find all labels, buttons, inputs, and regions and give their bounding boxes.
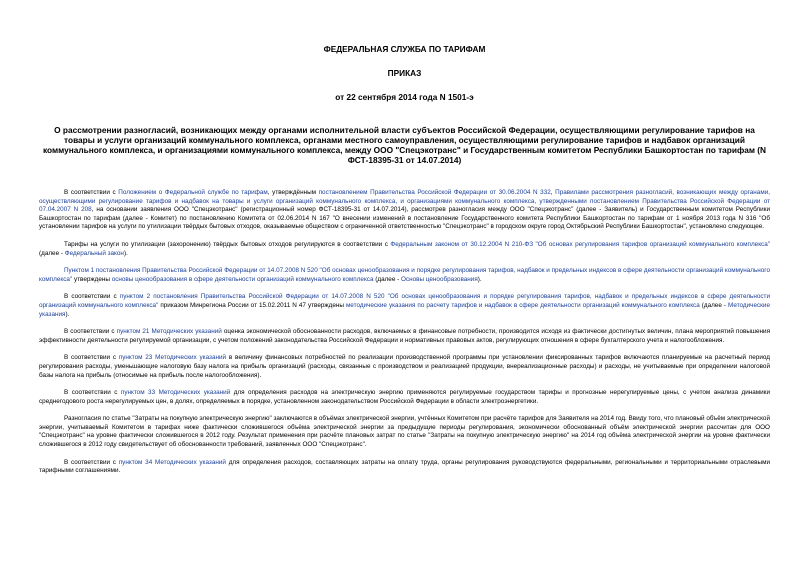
paragraph: [39, 389, 770, 406]
paragraph-text: В соответствии с: [64, 389, 121, 397]
document-link[interactable]: пунктом 34 Методических указаний: [118, 458, 226, 466]
paragraph-text: (далее -: [39, 249, 65, 257]
paragraph: [39, 241, 770, 258]
paragraph-text: ).: [65, 310, 70, 318]
paragraph-text: (далее -: [699, 301, 729, 309]
paragraph-text: в величину финансовых потребностей по реализации производственной программы при установлении фиксированных тарифов включаются планируемые на расчетный период регулирования расходы, уменьшающие налоговую базу налога на прибыль организаций (расходы, связанные с производством и реализацией продукции, внереализационные расходы) и расходы, не учитываемые при определении налоговой базы налога на прибыль (относимые на прибыль после налогообложения).: [39, 354, 770, 379]
document-link[interactable]: Положением о Федеральной службе по тарифам: [118, 189, 268, 196]
document-title: О рассмотрении разногласий, возникающих между органами исполнительной власти субъектов Российской Федерации, осуществляющими регулирование тарифов на товары и услуги организаций коммунального комплекса, органами местного самоуправления, осуществляющими регулирование тарифов и надбавок организаций коммунального комплекса, и организациями коммунального комплекса, между ООО "Спецэкотранс" и Государственным комитетом Республики Башкортостан по тарифам (N ФСТ-18395-31 от 14.07.2014): [42, 125, 767, 165]
document-link[interactable]: пунктом 2 постановления Правительства Российской Федерации от 14.07.2008 N 520 "Об основах ценообразования и порядке регулирования тарифов, надбавок и предельных индексов в сфере деятельности организаций коммунального комплекса": [39, 293, 770, 309]
document-link[interactable]: пунктом 21 Методических указаний: [116, 328, 222, 336]
paragraph-text: Разногласия по статье "Затраты на покупную электрическую энергию" заключаются в объёмах электрической энергии, учтённых Комитетом при расчёте тарифов для Заявителя на 2014 год. Ввиду того, что плановый объём электрической энергии, учитываемый Комитетом в тарифах ниже фактически сложившегося объёма электрической энергии за предыдущие периоды регулирования, экономически обоснованный объём электрической энергии рассчитан для ООО "Спецэкотранс" на уровне фактически сложившегося в 2012 году. Результат применения при расчёте плановых затрат по статье "Затраты на покупную электрическую энергию" на 2014 год объёма электрической энергии на уровне фактически сложившегося в 2012 году свидетельствует об обоснованности требований, заявленных ООО "Спецэкотранс".: [39, 415, 770, 449]
paragraph-text: оценка экономической обоснованности расходов, включаемых в финансовые потребности, производится исходя из фактически достигнутых величин, плана мероприятий повышения эффективности деятельности регулируемой организации, с учетом положений законодательства Российской Федерации и нормативных правовых актов, регулирующих отношения в сфере бухгалтерского учета и налогообложения.: [39, 328, 771, 344]
document-link[interactable]: Правилами рассмотрения разногласий, возникающих между органами, осуществляющими регулирование тарифов и надбавок на товары и услуги организаций коммунального комплекса, и организациями коммунального комплекса: [39, 189, 770, 205]
paragraph-text: ).: [123, 249, 128, 257]
paragraph: [39, 267, 770, 284]
paragraph-text: В соответствии с: [64, 189, 119, 196]
paragraph-text: В соответствии с: [64, 458, 119, 466]
paragraph: [39, 328, 770, 345]
paragraph-text: (далее -: [373, 275, 401, 283]
agency-name: ФЕДЕРАЛЬНАЯ СЛУЖБА ПО ТАРИФАМ: [323, 44, 486, 54]
document-date-number: от 22 сентября 2014 года N 1501-э: [335, 92, 474, 102]
paragraph: [39, 415, 770, 449]
paragraph-text: В соответствии с: [64, 328, 117, 336]
paragraph-text: ,: [550, 189, 556, 196]
document-link[interactable]: пунктом 33 Методических указаний: [120, 389, 231, 397]
paragraph-text: для определения расходов, составляющих затраты на оплату труда, органы регулирования руководствуются федеральными, региональными и территориальными отраслевыми тарифными соглашениями.: [39, 458, 771, 475]
paragraph-text: В соответствии с: [64, 293, 120, 301]
document-link[interactable]: пунктом 23 Методических указаний: [118, 354, 227, 362]
document-body: [39, 189, 770, 476]
document-link[interactable]: Основы ценообразования: [401, 275, 478, 283]
document-link[interactable]: постановлением Правительства Российской Федерации от 30.06.2004 N 332: [318, 189, 551, 196]
paragraph-text: ).: [477, 275, 482, 283]
document-link[interactable]: , утвержденными постановлением Правительства Российской Федерации от 07.04.2007 N 208: [39, 197, 770, 214]
document-link[interactable]: Федеральный закон: [64, 249, 124, 257]
document-link[interactable]: Методические указания: [39, 301, 771, 318]
document-link[interactable]: методические указания по расчету тарифов и надбавок в сфере деятельности организаций коммунального комплекса: [345, 301, 700, 309]
paragraph: [39, 293, 770, 319]
document-link[interactable]: Федеральным законом от 30.12.2004 N 210-ФЗ "Об основах регулирования тарифов организаций коммунального комплекса": [390, 240, 771, 248]
paragraph-text: , на основании заявления ООО "Спецэкотранс" (регистрационный номер ФСТ-18395-31 от 14.07.2014), рассмотрев разногласия между ООО "Спецэкотранс" (далее - Заявитель) и Государственным комитетом Республики Башкортостан по тарифам (далее - Комитет) по постановлению Комитета от 02.06.2014 N 167 "О внесении изменений в постановление Государственного комитета Республики Башкортостан по тарифам от 1 ноября 2013 года N 316 "Об установлении тарифов на услуги по утилизации твёрдых бытовых отходов, оказываемые обществом с ограниченной ответственностью "Спецэкотранс" в городском округе город Октябрьский Республики Башкортостан", установлено следующее.: [39, 206, 770, 231]
document-link[interactable]: Пунктом 1 постановления Правительства Российской Федерации от 14.07.2008 N 520 "Об основах ценообразования и порядке регулирования тарифов, надбавок и предельных индексов в сфере деятельности организаций коммунального комплекса": [39, 267, 770, 283]
paragraph: [39, 354, 770, 380]
paragraph-text: для определения расходов на электрическую энергию применяются регулируемые государством тарифы и прогнозные нерегулируемые цены, с учетом анализа динамики среднегодового роста нерегулируемых цен, в долях, определяемых в порядке, установленном законодательством Российской Федерации в области электроэнергетики.: [39, 389, 770, 405]
paragraph-text: приказом Минрегиона России от 15.02.2011 N 47 утверждены: [158, 301, 346, 309]
paragraph: [39, 189, 770, 232]
document-type: ПРИКАЗ: [387, 68, 422, 78]
paragraph-text: утверждены: [72, 275, 112, 283]
document-link[interactable]: основы ценообразования в сфере деятельности организаций коммунального комплекса: [111, 275, 374, 283]
paragraph-text: , утверждённым: [267, 189, 319, 196]
paragraph: [39, 459, 770, 476]
paragraph-text: В соответствии с: [64, 354, 119, 362]
paragraph-text: Тарифы на услуги по утилизации (захоронению) твёрдых бытовых отходов регулируются в соответствии с: [64, 240, 391, 248]
